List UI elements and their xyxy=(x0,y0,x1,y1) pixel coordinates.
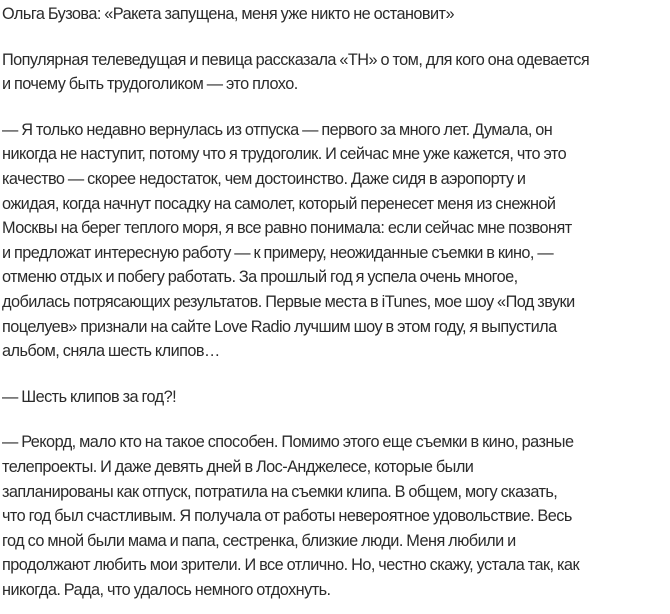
paragraph-gap xyxy=(2,364,670,385)
text-line: ожидая, когда начнут посадку на самолет, который перенесет меня из снежной xyxy=(2,194,556,213)
answer-paragraph-1 xyxy=(2,118,670,364)
text-line: Москвы на берег теплого моря, я все равно понимала: если сейчас мне позвонят xyxy=(2,219,572,238)
paragraph-gap xyxy=(2,27,670,48)
text-line: и предложат интересную работу — к примеру, неожиданные съемки в кино, — xyxy=(2,243,554,262)
text-line: отменю отдых и побегу работать. За прошлый год я успела очень многое, xyxy=(2,268,518,287)
lead-line: Популярная телеведущая и певица рассказала «ТН» о том, для кого она одевается xyxy=(2,50,590,69)
text-line: никогда не наступит, потому что я трудоголик. И сейчас мне уже кажется, что это xyxy=(2,145,567,164)
text-line: год со мной были мама и папа, сестренка, близкие люди. Меня любили и xyxy=(2,531,516,550)
text-line: что год был счастливым. Я получала от работы невероятное удовольствие. Весь xyxy=(2,507,572,526)
article-title xyxy=(2,2,670,27)
text-line: запланированы как отпуск, потратила на съемки клипа. В общем, могу сказать, xyxy=(2,482,558,501)
paragraph-gap xyxy=(2,409,670,430)
text-line: никогда. Рада, что удалось немного отдохнуть. xyxy=(2,580,331,599)
text-line: поцелуев» признали на сайте Love Radio лучшим шоу в этом году, я выпустила xyxy=(2,317,557,336)
article-lead xyxy=(2,48,670,97)
text-line: альбом, сняла шесть клипов… xyxy=(2,342,220,361)
question-paragraph xyxy=(2,385,670,410)
question-line: — Шесть клипов за год?! xyxy=(2,387,177,406)
title-line: Ольга Бузова: «Ракета запущена, меня уже никто не остановит» xyxy=(2,5,454,23)
paragraph-gap xyxy=(2,97,670,118)
text-line: — Рекорд, мало кто на такое способен. Помимо этого еще съемки в кино, разные xyxy=(2,433,574,452)
text-line: продолжают любить мои зрители. И все отлично. Но, честно скажу, устала так, как xyxy=(2,556,580,575)
text-line: качество — скорее недостаток, чем достоинство. Даже сидя в аэропорту и xyxy=(2,169,526,188)
lead-line: и почему быть трудоголиком — это плохо. xyxy=(2,75,298,94)
text-line: телепроекты. И даже девять дней в Лос-Анджелесе, которые были xyxy=(2,457,474,476)
answer-paragraph-2 xyxy=(2,430,670,602)
text-line: добилась потрясающих результатов. Первые места в iTunes, мое шоу «Под звуки xyxy=(2,292,575,311)
text-line: — Я только недавно вернулась из отпуска — первого за много лет. Думала, он xyxy=(2,120,553,139)
